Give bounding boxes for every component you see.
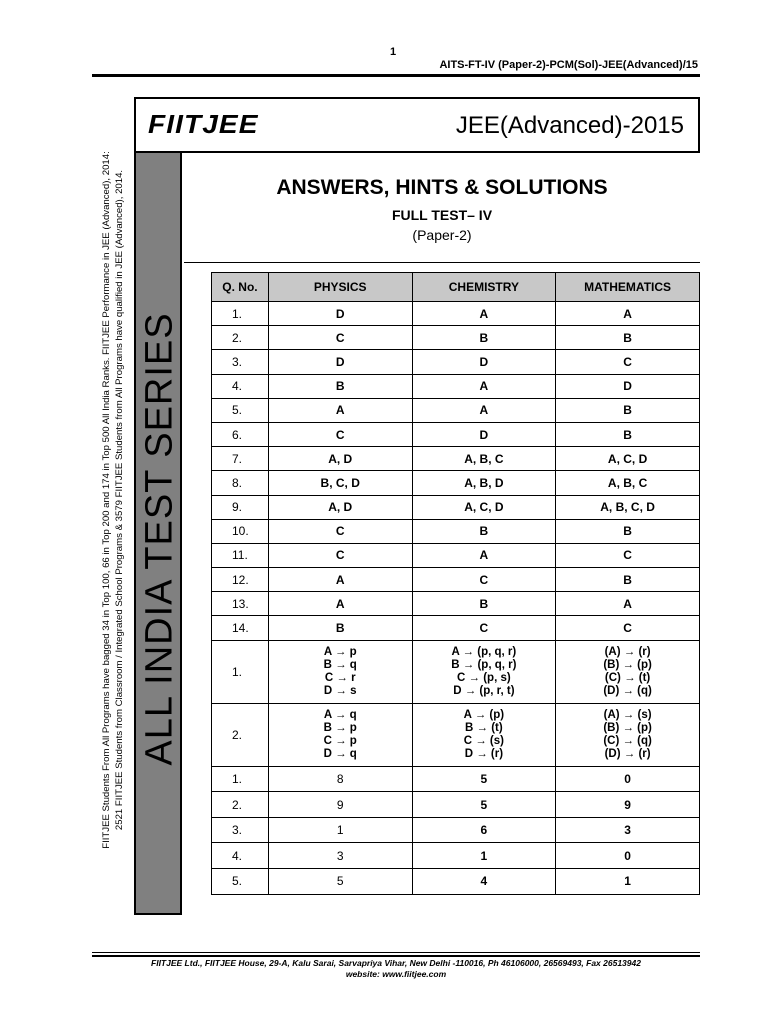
match-row bbox=[212, 703, 700, 766]
series-sidebar bbox=[134, 153, 182, 915]
chemistry-cell: A bbox=[412, 374, 556, 398]
chemistry-cell: C bbox=[412, 568, 556, 592]
mathematics-cell: B bbox=[556, 326, 700, 350]
qno-cell: 2. bbox=[212, 326, 269, 350]
mathematics-cell: A, C, D bbox=[556, 447, 700, 471]
qno-cell: 7. bbox=[212, 447, 269, 471]
physics-cell: B, C, D bbox=[268, 471, 412, 495]
match-line: A → p bbox=[323, 645, 357, 658]
qno-cell: 2. bbox=[212, 703, 269, 766]
match-line: (A) → (s) bbox=[603, 708, 652, 721]
match-line: D → s bbox=[323, 684, 357, 697]
physics-cell: C bbox=[268, 543, 412, 567]
mathematics-cell: B bbox=[556, 422, 700, 446]
side-note-line-1: FIITJEE Students From All Programs have bagged 34 in Top 100, 66 in Top 200 and 174 in Top 500 All India Ranks. FIITJEE Performance in JEE (Advanced), 2014: bbox=[101, 151, 112, 849]
physics-cell: 5 bbox=[268, 869, 412, 895]
physics-cell: 3 bbox=[268, 843, 412, 869]
header-physics: PHYSICS bbox=[268, 273, 412, 302]
physics-cell: C bbox=[268, 422, 412, 446]
table-row bbox=[212, 568, 700, 592]
qno-cell: 3. bbox=[212, 817, 269, 843]
mathematics-cell: C bbox=[556, 543, 700, 567]
match-line: (D) → (r) bbox=[604, 747, 651, 760]
table-row bbox=[212, 495, 700, 519]
footer-website: website: www.fiitjee.com bbox=[345, 969, 447, 979]
qno-cell: 8. bbox=[212, 471, 269, 495]
mathematics-cell: 1 bbox=[556, 869, 700, 895]
header-qno: Q. No. bbox=[212, 273, 269, 302]
mathematics-match-cell bbox=[556, 703, 700, 766]
qno-cell: 13. bbox=[212, 592, 269, 616]
qno-cell: 3. bbox=[212, 350, 269, 374]
chemistry-cell: 6 bbox=[412, 817, 556, 843]
footer-address: FIITJEE Ltd., FIITJEE House, 29-A, Kalu Sarai, Sarvapriya Vihar, New Delhi -110016, Ph 46106000, 26569493, Fax 26513942 bbox=[151, 958, 641, 968]
chemistry-cell: A, B, C bbox=[412, 447, 556, 471]
match-line: C → (s) bbox=[463, 734, 504, 747]
table-row bbox=[212, 592, 700, 616]
match-line: C → r bbox=[324, 671, 356, 684]
match-line: (B) → (p) bbox=[603, 721, 652, 734]
physics-match-cell bbox=[268, 640, 412, 703]
section-subtitle: FULL TEST– IV bbox=[391, 207, 493, 223]
match-line: D → (p, r, t) bbox=[453, 684, 515, 697]
footer-rule-thick bbox=[92, 955, 700, 957]
match-line: A → q bbox=[323, 708, 357, 721]
chemistry-cell: 5 bbox=[412, 766, 556, 792]
qno-cell: 10. bbox=[212, 519, 269, 543]
qno-cell: 1. bbox=[212, 766, 269, 792]
match-line: B → p bbox=[323, 721, 357, 734]
paper-label: (Paper-2) bbox=[412, 227, 472, 243]
physics-cell: B bbox=[268, 374, 412, 398]
mathematics-cell: B bbox=[556, 398, 700, 422]
physics-cell: C bbox=[268, 326, 412, 350]
match-row bbox=[212, 640, 700, 703]
mathematics-match-cell bbox=[556, 640, 700, 703]
table-row bbox=[212, 326, 700, 350]
match-line: C → (p, s) bbox=[457, 671, 511, 684]
physics-cell: 8 bbox=[268, 766, 412, 792]
mathematics-cell: C bbox=[556, 616, 700, 640]
chemistry-cell: D bbox=[412, 350, 556, 374]
qno-cell: 14. bbox=[212, 616, 269, 640]
chemistry-cell: B bbox=[412, 519, 556, 543]
match-line: (D) → (q) bbox=[603, 684, 652, 697]
page-number: 1 bbox=[390, 46, 397, 58]
footer-rule bbox=[92, 952, 700, 953]
exam-title: JEE(Advanced)-2015 bbox=[455, 112, 684, 139]
qno-cell: 2. bbox=[212, 792, 269, 818]
physics-cell: A bbox=[268, 398, 412, 422]
table-row bbox=[212, 519, 700, 543]
chemistry-cell: A, C, D bbox=[412, 495, 556, 519]
table-row bbox=[212, 398, 700, 422]
chemistry-cell: 4 bbox=[412, 869, 556, 895]
chemistry-cell: B bbox=[412, 592, 556, 616]
chemistry-cell: A bbox=[412, 398, 556, 422]
table-row bbox=[212, 374, 700, 398]
physics-cell: D bbox=[268, 302, 412, 326]
table-row bbox=[212, 471, 700, 495]
match-line: D → (r) bbox=[464, 747, 504, 760]
mathematics-cell: B bbox=[556, 568, 700, 592]
physics-cell: C bbox=[268, 519, 412, 543]
table-row bbox=[212, 616, 700, 640]
chemistry-cell: 1 bbox=[412, 843, 556, 869]
chemistry-match-cell bbox=[412, 703, 556, 766]
integer-row bbox=[212, 817, 700, 843]
mathematics-cell: B bbox=[556, 519, 700, 543]
qno-cell: 11. bbox=[212, 543, 269, 567]
match-line: B → (t) bbox=[465, 721, 503, 734]
mathematics-cell: A, B, C bbox=[556, 471, 700, 495]
qno-cell: 4. bbox=[212, 374, 269, 398]
mathematics-cell: A bbox=[556, 592, 700, 616]
qno-cell: 1. bbox=[212, 302, 269, 326]
match-line: D → q bbox=[323, 747, 357, 760]
match-line: (B) → (p) bbox=[603, 658, 652, 671]
match-line: B → q bbox=[323, 658, 357, 671]
mathematics-cell: C bbox=[556, 350, 700, 374]
mathematics-cell: D bbox=[556, 374, 700, 398]
physics-cell: 1 bbox=[268, 817, 412, 843]
match-line: A → (p) bbox=[463, 708, 505, 721]
mathematics-cell: A bbox=[556, 302, 700, 326]
mathematics-cell: 0 bbox=[556, 766, 700, 792]
running-header: AITS-FT-IV (Paper-2)-PCM(Sol)-JEE(Advanced)/15 bbox=[439, 59, 698, 71]
fiitjee-logo: FIITJEE bbox=[148, 109, 259, 139]
match-line: (C) → (t) bbox=[604, 671, 651, 684]
match-line: B → (p, q, r) bbox=[451, 658, 517, 671]
physics-cell: A bbox=[268, 592, 412, 616]
qno-cell: 6. bbox=[212, 422, 269, 446]
table-row bbox=[212, 422, 700, 446]
match-line: A → (p, q, r) bbox=[451, 645, 517, 658]
side-note bbox=[100, 100, 126, 900]
mathematics-cell: 3 bbox=[556, 817, 700, 843]
chemistry-cell: A bbox=[412, 302, 556, 326]
chemistry-match-cell bbox=[412, 640, 556, 703]
header-rule bbox=[92, 74, 700, 77]
answer-key-table bbox=[211, 272, 700, 895]
chemistry-cell: A, B, D bbox=[412, 471, 556, 495]
table-header-row bbox=[212, 273, 700, 302]
mathematics-cell: 9 bbox=[556, 792, 700, 818]
qno-cell: 1. bbox=[212, 640, 269, 703]
series-label: ALL INDIA TEST SERIES bbox=[138, 312, 181, 766]
match-line: (C) → (q) bbox=[603, 734, 652, 747]
integer-row bbox=[212, 766, 700, 792]
header-mathematics: MATHEMATICS bbox=[556, 273, 700, 302]
match-line: C → p bbox=[323, 734, 357, 747]
table-row bbox=[212, 302, 700, 326]
integer-row bbox=[212, 869, 700, 895]
chemistry-cell: A bbox=[412, 543, 556, 567]
physics-match-cell bbox=[268, 703, 412, 766]
physics-cell: A bbox=[268, 568, 412, 592]
physics-cell: A, D bbox=[268, 495, 412, 519]
physics-cell: 9 bbox=[268, 792, 412, 818]
qno-cell: 9. bbox=[212, 495, 269, 519]
mathematics-cell: A, B, C, D bbox=[556, 495, 700, 519]
title-rule bbox=[184, 262, 700, 263]
qno-cell: 12. bbox=[212, 568, 269, 592]
qno-cell: 5. bbox=[212, 398, 269, 422]
table-row bbox=[212, 447, 700, 471]
title-banner bbox=[134, 97, 700, 153]
chemistry-cell: B bbox=[412, 326, 556, 350]
physics-cell: B bbox=[268, 616, 412, 640]
integer-row bbox=[212, 792, 700, 818]
header-chemistry: CHEMISTRY bbox=[412, 273, 556, 302]
integer-row bbox=[212, 843, 700, 869]
side-note-line-2: 2521 FIITJEE Students from Classroom / Integrated School Programs & 3579 FIITJEE Students from All Programs have qualified in JEE (Advanced), 2014. bbox=[114, 169, 125, 831]
mathematics-cell: 0 bbox=[556, 843, 700, 869]
physics-cell: A, D bbox=[268, 447, 412, 471]
chemistry-cell: C bbox=[412, 616, 556, 640]
qno-cell: 4. bbox=[212, 843, 269, 869]
chemistry-cell: 5 bbox=[412, 792, 556, 818]
chemistry-cell: D bbox=[412, 422, 556, 446]
physics-cell: D bbox=[268, 350, 412, 374]
match-line: (A) → (r) bbox=[604, 645, 651, 658]
table-row bbox=[212, 350, 700, 374]
qno-cell: 5. bbox=[212, 869, 269, 895]
table-row bbox=[212, 543, 700, 567]
section-title: ANSWERS, HINTS & SOLUTIONS bbox=[276, 176, 608, 199]
